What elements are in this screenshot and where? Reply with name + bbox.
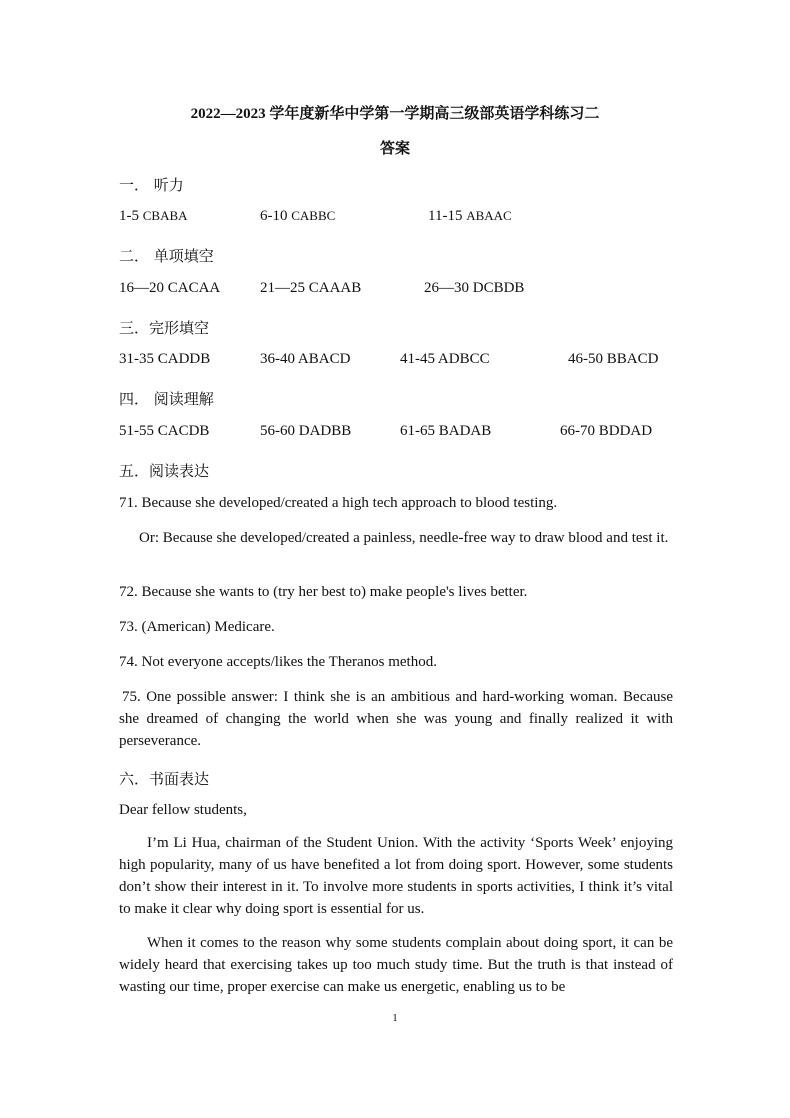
answer-75: 75. One possible answer: I think she is an ambitious and hard-working woman. Because she dreamed of changing the world when she was young and finally realized it with perseverance. <box>119 689 673 749</box>
section-heading-reading-expression: 五．阅读表达 <box>119 462 210 480</box>
answer-row-single-choice <box>119 280 679 300</box>
page-title: 2022—2023 学年度新华中学第一学期高三级部英语学科练习二 <box>190 106 600 122</box>
answer-group: 51-55 CACDB <box>119 423 210 439</box>
answer-group: 16—20 CACAA <box>119 280 221 296</box>
letter-paragraph-2: When it comes to the reason why some students complain about doing sport, it can be widely heard that exercising takes up too much study time. But the truth is that instead of wasting our time, proper exercise can make us energetic, enabling us to be <box>119 935 673 995</box>
letter-paragraph-1: I’m Li Hua, chairman of the Student Union. With the activity ‘Sports Week’ enjoying high popularity, many of us have benefited a lot from doing sport. However, some students don’t show their interest in it. To involve more students in sports activities, I think it’s vital to make it clear why doing sport is essential for us. <box>119 835 673 917</box>
answer-74: 74. Not everyone accepts/likes the Theranos method. <box>119 654 437 670</box>
answer-group: 21—25 CAAAB <box>260 280 362 296</box>
answer-group: 36-40 ABACD <box>260 351 351 367</box>
section-heading-writing: 六．书面表达 <box>119 770 210 788</box>
answer-group: 31-35 CADDB <box>119 351 211 367</box>
answer-row-listening <box>119 208 679 228</box>
answer-group: 11-15 ABAAC <box>428 208 512 224</box>
section-heading-cloze: 三．完形填空 <box>119 319 210 337</box>
answer-row-cloze <box>119 351 679 371</box>
answer-group: 26—30 DCBDB <box>424 280 525 296</box>
answer-72: 72. Because she wants to (try her best to) make people's lives better. <box>119 584 528 600</box>
answer-group: 41-45 ADBCC <box>400 351 490 367</box>
answer-73: 73. (American) Medicare. <box>119 619 275 635</box>
section-heading-single-choice: 二． 单项填空 <box>119 247 214 265</box>
section-heading-reading: 四． 阅读理解 <box>119 390 214 408</box>
answer-71: 71. Because she developed/created a high tech approach to blood testing. <box>119 495 558 511</box>
answer-group: 6-10 CABBC <box>260 208 336 224</box>
letter-salutation: Dear fellow students, <box>119 802 247 818</box>
answer-group: 66-70 BDDAD <box>560 423 653 439</box>
answer-group: 1-5 CBABA <box>119 208 188 224</box>
answer-group: 56-60 DADBB <box>260 423 352 439</box>
answer-71-alternative: Or: Because she developed/created a painless, needle-free way to draw blood and test it. <box>139 530 669 546</box>
answer-group: 46-50 BBACD <box>568 351 659 367</box>
answer-group: 61-65 BADAB <box>400 423 492 439</box>
section-heading-listening: 一． 听力 <box>119 176 184 194</box>
answer-row-reading <box>119 423 679 443</box>
page-subtitle: 答案 <box>379 141 410 157</box>
page-number: 1 <box>392 1012 398 1024</box>
